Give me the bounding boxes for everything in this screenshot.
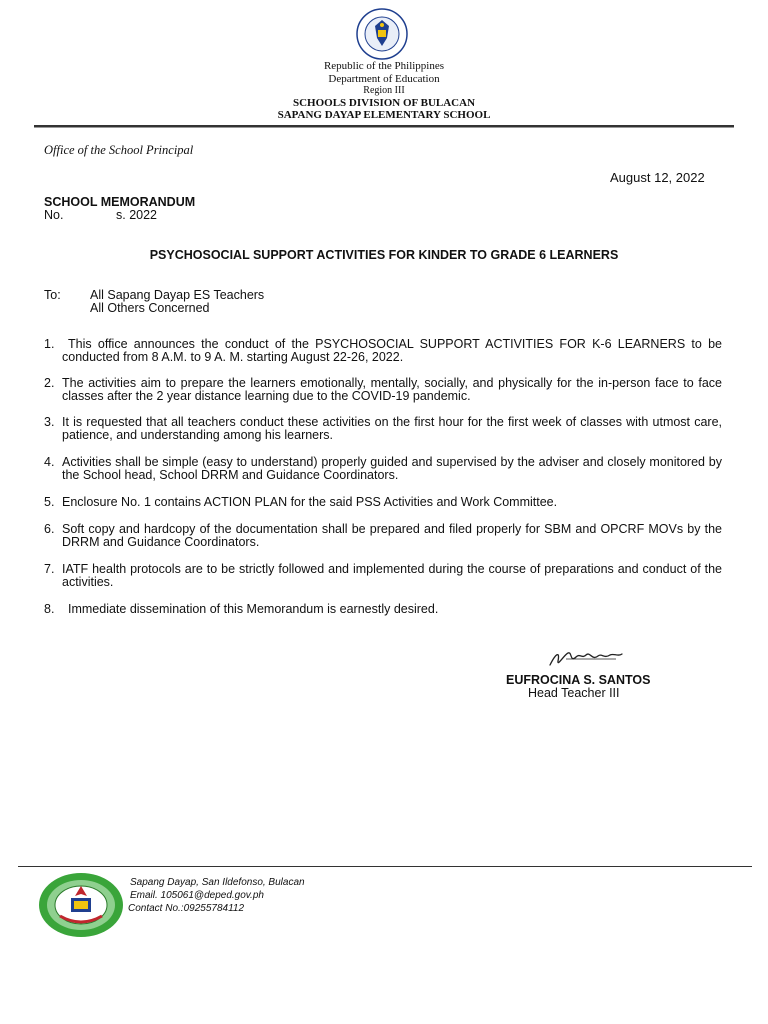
header-divider — [34, 125, 734, 128]
header-division: SCHOOLS DIVISION OF BULACAN — [292, 97, 476, 109]
school-logo-icon — [38, 872, 124, 938]
deped-seal-icon — [356, 8, 408, 60]
signatory-title: Head Teacher III — [528, 686, 620, 700]
memo-item-number: 3. — [44, 415, 55, 429]
memo-item-text: Activities shall be simple (easy to understand) properly guided and supervised by the adviser and closely monitored by the School head, School DRRM and Guidance Coordinators. — [62, 455, 722, 482]
to-recipient-1: All Sapang Dayap ES Teachers — [90, 288, 265, 302]
memo-item — [44, 496, 722, 509]
memo-item — [44, 377, 722, 403]
header-school: SAPANG DAYAP ELEMENTARY SCHOOL — [277, 109, 491, 121]
header-region: Region III — [363, 85, 405, 96]
memo-item-text: This office announces the conduct of the PSYCHOSOCIAL SUPPORT ACTIVITIES FOR K-6 LEARNERS to be conducted from 8 A.M. to 9 A. M. starting August 22-26, 2022. — [62, 337, 722, 364]
memo-item-number: 5. — [44, 495, 55, 509]
memo-item-text: Enclosure No. 1 contains ACTION PLAN for the said PSS Activities and Work Committee. — [62, 495, 558, 509]
memo-item-number: 4. — [44, 455, 55, 469]
memo-item-number: 8. — [44, 602, 55, 616]
memo-item — [44, 338, 722, 364]
memo-item-text: Soft copy and hardcopy of the documentation shall be prepared and filed properly for SBM and OPCRF MOVs by the DRRM and Guidance Coordinators. — [62, 522, 722, 549]
memo-item-number: 2. — [44, 376, 55, 390]
signature-icon — [546, 645, 626, 671]
memo-item — [44, 603, 722, 616]
header-department: Department of Education — [328, 73, 440, 85]
memo-item-text: IATF health protocols are to be strictly followed and implemented during the course of preparations and conduct of the activities. — [62, 562, 722, 589]
memo-item-text: It is requested that all teachers conduct these activities on the first hour for the first week of classes with utmost care, patience, and understanding among his learners. — [62, 415, 722, 442]
memo-date: August 12, 2022 — [610, 170, 705, 185]
memo-subject: PSYCHOSOCIAL SUPPORT ACTIVITIES FOR KINDER TO GRADE 6 LEARNERS — [149, 248, 619, 262]
memo-item — [44, 456, 722, 482]
memo-item-text: The activities aim to prepare the learners emotionally, mentally, socially, and physically for the in-person face to face classes after the 2 year distance learning due to the COVID-19 pandemic. — [62, 376, 722, 403]
memo-items — [44, 338, 722, 616]
signatory-name: EUFROCINA S. SANTOS — [506, 673, 651, 687]
footer-address: Sapang Dayap, San Ildefonso, Bulacan — [130, 877, 305, 888]
memo-item-number: 1. — [44, 337, 55, 351]
memo-item — [44, 563, 722, 589]
memo-number-label: No. — [44, 208, 64, 222]
memo-item-number: 7. — [44, 562, 55, 576]
memo-title: SCHOOL MEMORANDUM — [44, 195, 196, 209]
memo-series: s. 2022 — [116, 208, 158, 222]
footer-divider — [18, 866, 752, 867]
to-label: To: — [44, 288, 61, 302]
to-recipient-2: All Others Concerned — [90, 301, 210, 315]
memo-item — [44, 523, 722, 549]
memo-item — [44, 416, 722, 442]
footer-contact: Contact No.:09255784112 — [128, 903, 245, 914]
memo-item-number: 6. — [44, 522, 55, 536]
office-label: Office of the School Principal — [44, 143, 194, 157]
memo-item-text: Immediate dissemination of this Memorandum is earnestly desired. — [68, 602, 439, 616]
header-republic: Republic of the Philippines — [323, 60, 445, 72]
footer-email: Email. 105061@deped.gov.ph — [130, 890, 264, 901]
